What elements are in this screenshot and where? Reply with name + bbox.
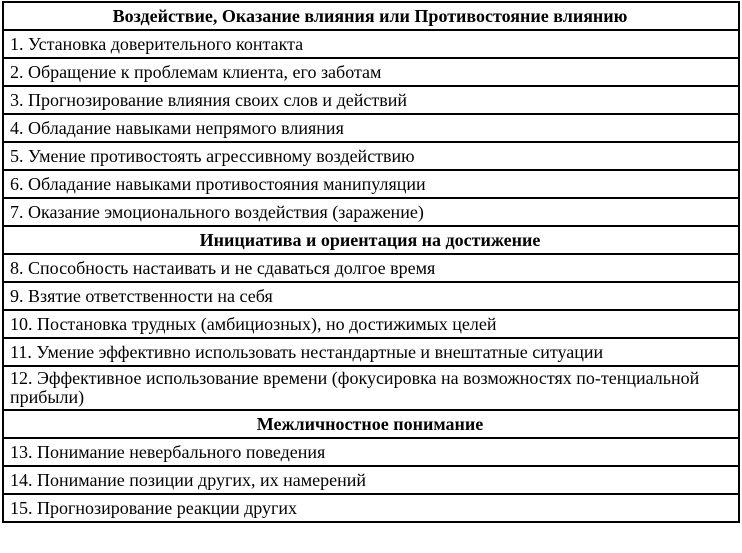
table-row: [3, 282, 739, 310]
competency-table-body: [3, 2, 739, 522]
table-row: [3, 114, 739, 142]
section-heading: Воздействие, Оказание влияния или Противостояние влиянию: [3, 2, 739, 30]
competency-item: 5. Умение противостоять агрессивному воздействию: [3, 142, 739, 170]
competency-item: 9. Взятие ответственности на себя: [3, 282, 739, 310]
table-row: [3, 338, 739, 366]
competency-table: [2, 1, 740, 523]
table-row: [3, 438, 739, 466]
section-heading: Инициатива и ориентация на достижение: [3, 226, 739, 254]
table-row: [3, 254, 739, 282]
competency-item: 11. Умение эффективно использовать нестандартные и внештатные ситуации: [3, 338, 739, 366]
section-header-row: [3, 410, 739, 438]
table-row: [3, 310, 739, 338]
section-heading: Межличностное понимание: [3, 410, 739, 438]
competency-item: 1. Установка доверительного контакта: [3, 30, 739, 58]
competency-item: 2. Обращение к проблемам клиента, его заботам: [3, 58, 739, 86]
competency-item: 10. Постановка трудных (амбициозных), но достижимых целей: [3, 310, 739, 338]
section-header-row: [3, 226, 739, 254]
table-row: [3, 466, 739, 494]
table-row: [3, 170, 739, 198]
competency-item: 4. Обладание навыками непрямого влияния: [3, 114, 739, 142]
table-row: [3, 30, 739, 58]
table-row: [3, 142, 739, 170]
section-header-row: [3, 2, 739, 30]
competency-item: 12. Эффективное использование времени (фокусировка на возможностях по-тенциальной прибыли): [3, 366, 739, 410]
competency-item: 8. Способность настаивать и не сдаваться долгое время: [3, 254, 739, 282]
table-row: [3, 494, 739, 522]
table-row: [3, 86, 739, 114]
table-row: [3, 58, 739, 86]
competency-item: 15. Прогнозирование реакции других: [3, 494, 739, 522]
competency-item: 3. Прогнозирование влияния своих слов и действий: [3, 86, 739, 114]
competency-item: 14. Понимание позиции других, их намерений: [3, 466, 739, 494]
table-row: [3, 198, 739, 226]
competency-item: 6. Обладание навыками противостояния манипуляции: [3, 170, 739, 198]
table-row: [3, 366, 739, 410]
competency-item: 7. Оказание эмоционального воздействия (заражение): [3, 198, 739, 226]
competency-item: 13. Понимание невербального поведения: [3, 438, 739, 466]
